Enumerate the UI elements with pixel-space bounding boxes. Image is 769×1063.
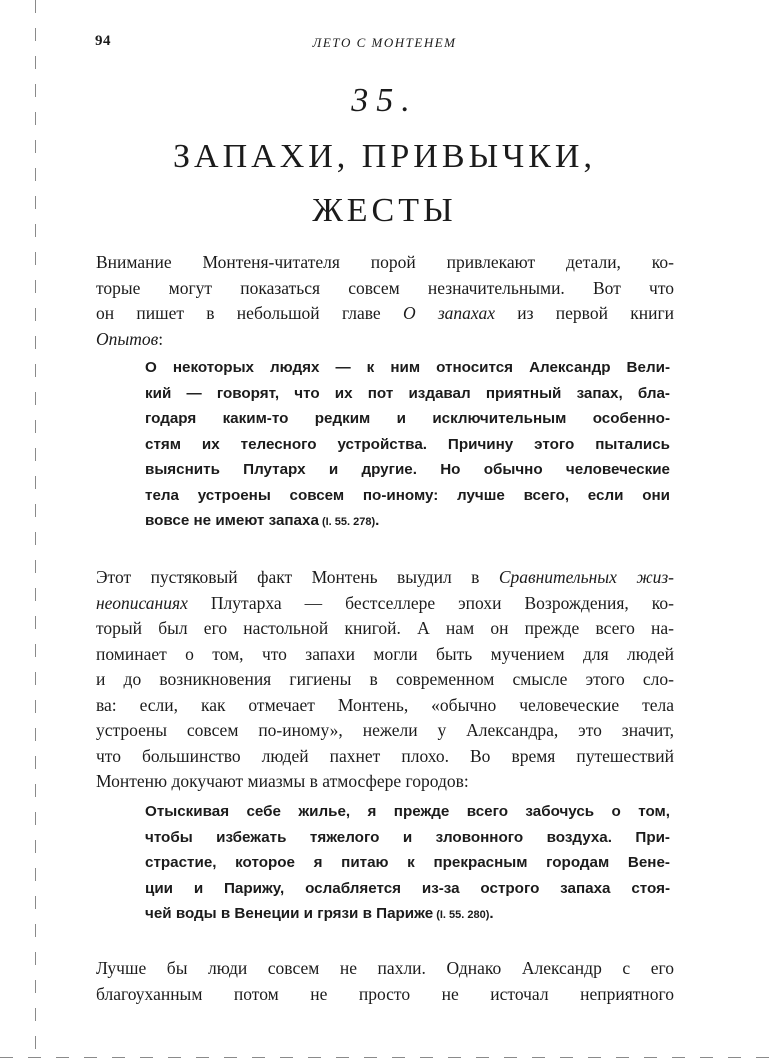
text-line: ва: если, как отмечает Монтень, «обычно человеческие тела bbox=[96, 694, 674, 715]
book-title: Сравнительных жиз- bbox=[498, 567, 674, 587]
text-line bbox=[96, 565, 674, 591]
text-line: устроены совсем по-иному», нежели у Александра, это значит, bbox=[96, 720, 674, 740]
text-line: благоуханным потом не просто не источал неприятного bbox=[96, 983, 674, 1004]
text-run: Этот пустяковый факт Монтень выудил в bbox=[96, 567, 499, 587]
quote-line: О некоторых людях — к ним относится Александр Вели- bbox=[145, 359, 670, 376]
text-run: вовсе не имеют запаха bbox=[145, 512, 319, 529]
quote-line: кий — говорят, что их пот издавал приятный запах, бла- bbox=[145, 384, 670, 402]
text-line: что большинство людей пахнет плохо. Во время путешествий bbox=[96, 745, 674, 766]
text-run: он пишет в небольшой главе bbox=[96, 303, 403, 323]
quote-line: Отыскивая себе жилье, я прежде всего забочусь о том, bbox=[145, 803, 670, 820]
text-run: Плутарха — бестселлере эпохи Возрождения, ко- bbox=[187, 592, 674, 613]
text-run: . bbox=[375, 512, 380, 529]
quote-line: стям их телесного устройства. Причину этого пытались bbox=[145, 435, 670, 453]
quote-line bbox=[145, 901, 670, 929]
chapter-number: 35. bbox=[351, 82, 418, 119]
block-quote-2 bbox=[145, 799, 670, 929]
book-title: неописаниях bbox=[96, 592, 188, 613]
text-line bbox=[96, 301, 674, 327]
quote-line: выяснить Плутарх и другие. Но обычно человеческие bbox=[145, 461, 670, 478]
quote-line: чтобы избежать тяжелого и зловонного воздуха. При- bbox=[145, 828, 670, 846]
running-title: ЛЕТО С МОНТЕНЕМ bbox=[312, 35, 457, 50]
chapter-title-line: ЖЕСТЫ bbox=[312, 192, 457, 229]
text-run: из первой книги bbox=[494, 303, 674, 323]
block-quote-1 bbox=[145, 355, 670, 536]
quote-line: тела устроены совсем по-иному: лучше всего, если они bbox=[145, 486, 670, 504]
quote-line: страстие, которое я питаю к прекрасным городам Вене- bbox=[145, 854, 670, 871]
citation: (I. 55. 278) bbox=[318, 516, 376, 528]
book-chapter-title: О запахах bbox=[402, 303, 495, 323]
text-line: торый был его настольной книгой. А нам он прежде всего на- bbox=[96, 618, 674, 638]
chapter-title bbox=[0, 130, 769, 238]
page-number: 94 bbox=[95, 33, 111, 49]
paragraph-1 bbox=[96, 250, 674, 352]
text-run: . bbox=[489, 905, 494, 922]
text-line bbox=[96, 327, 674, 353]
quote-line bbox=[145, 508, 670, 536]
paragraph-2 bbox=[96, 565, 674, 795]
citation: (I. 55. 280) bbox=[433, 909, 490, 921]
crop-marks-bottom bbox=[0, 1057, 769, 1058]
text-line bbox=[96, 591, 674, 617]
text-line: Внимание Монтеня-читателя порой привлекают детали, ко- bbox=[96, 252, 674, 272]
chapter-title-line: ЗАПАХИ, ПРИВЫЧКИ, bbox=[173, 138, 596, 175]
book-title: Опытов bbox=[96, 328, 159, 349]
text-line: Лучше бы люди совсем не пахли. Однако Александр с его bbox=[96, 958, 674, 978]
text-line: поминает о том, что запахи могли быть мучением для людей bbox=[96, 643, 674, 664]
text-run: чей воды в Венеции и грязи в Париже bbox=[145, 905, 434, 922]
text-line: Монтеню докучают миазмы в атмосфере городов: bbox=[96, 771, 469, 791]
paragraph-3 bbox=[96, 956, 674, 1007]
text-run: : bbox=[158, 328, 164, 349]
text-line: и до возникновения гигиены в современном смысле этого сло- bbox=[96, 669, 674, 689]
text-line: торые могут показаться совсем незначительными. Вот что bbox=[96, 277, 674, 298]
quote-line: годаря каким-то редким и исключительным особенно- bbox=[145, 410, 670, 427]
quote-line: ции и Парижу, ослабляется из-за острого запаха стоя- bbox=[145, 879, 670, 897]
